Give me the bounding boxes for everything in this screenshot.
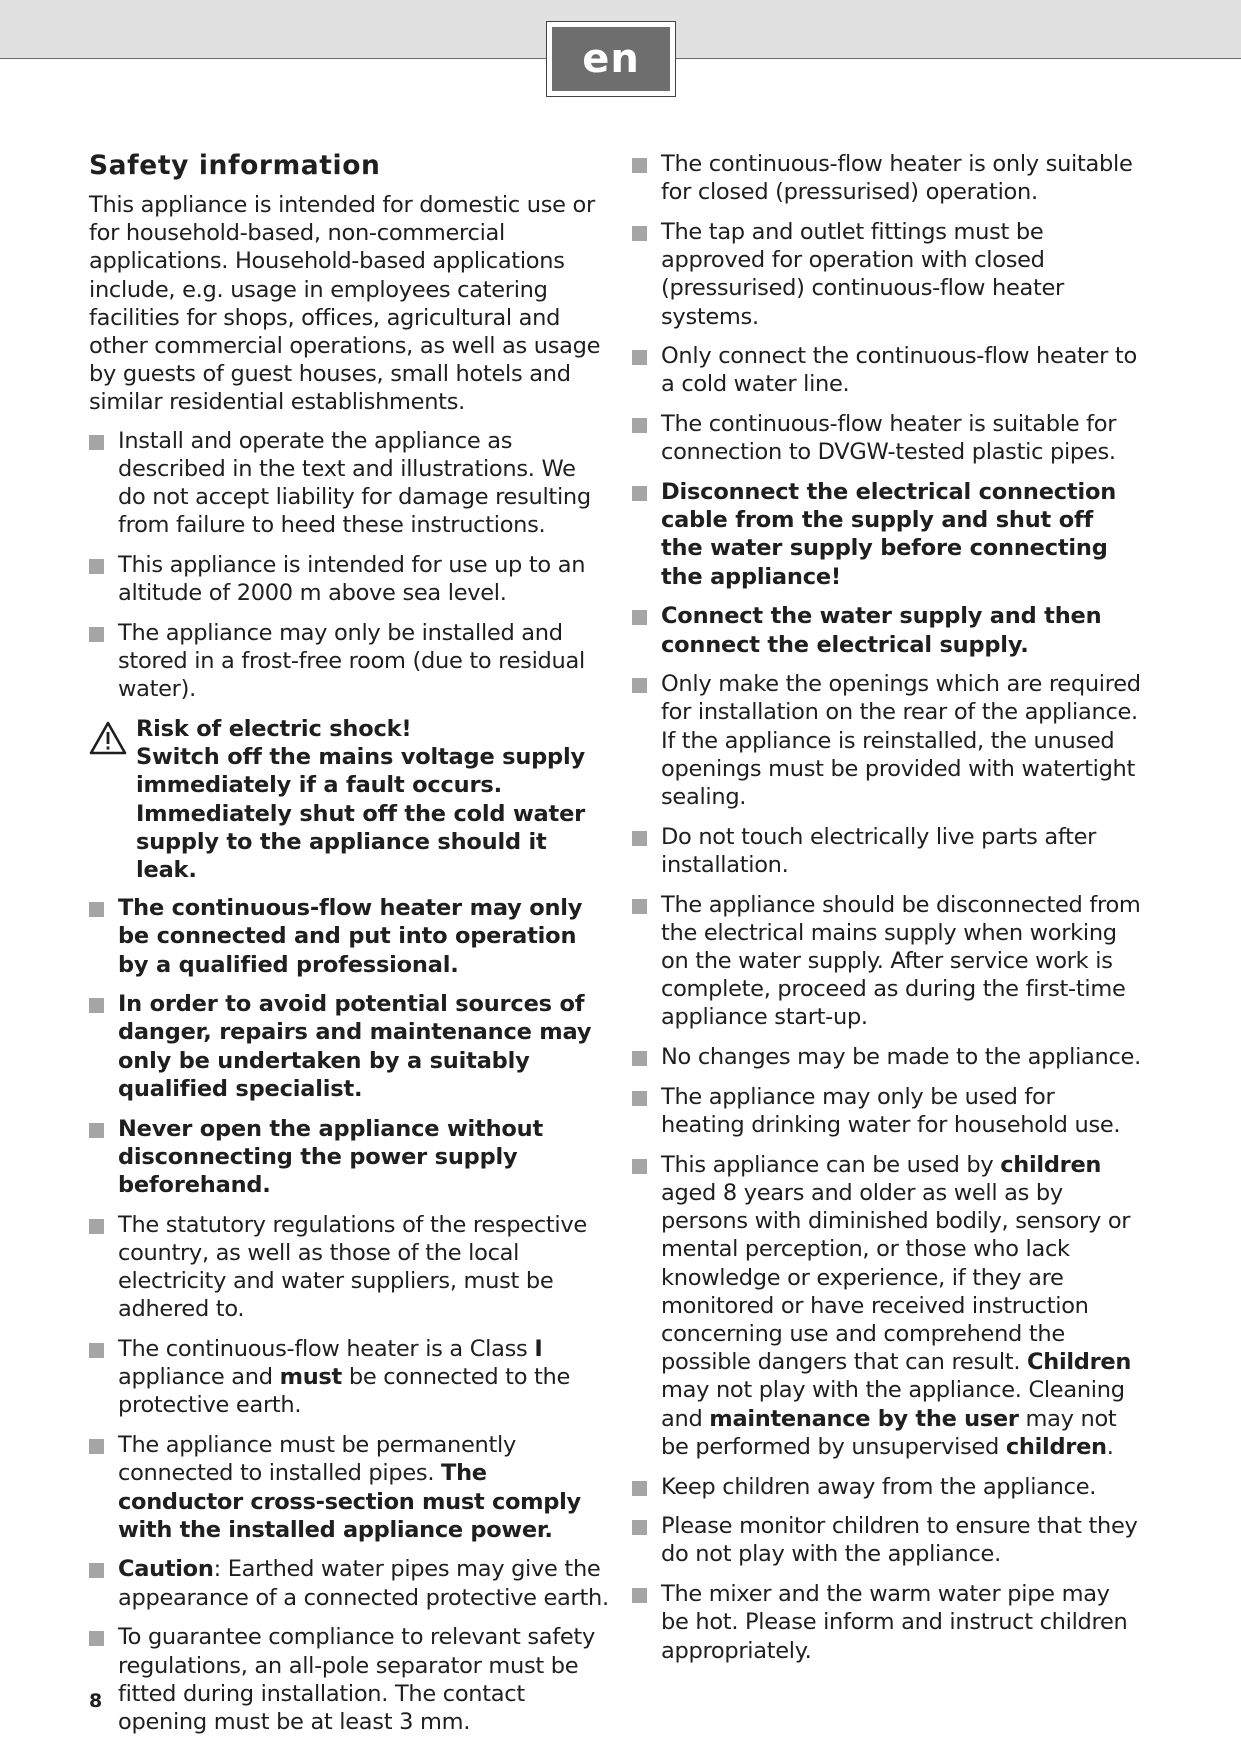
square-bullet-icon — [632, 1159, 647, 1174]
square-bullet-icon — [632, 158, 647, 173]
list-item: Only connect the continuous-flow heater to a cold water line. — [632, 342, 1142, 398]
list-item: The continuous-flow heater is a Class I appliance and must be connected to the protective earth. — [89, 1335, 609, 1420]
warning-text: Switch off the mains voltage supply immediately if a fault occurs. Immediately shut off the cold water supply to the appliance should it leak. — [136, 744, 586, 883]
language-badge-frame — [546, 21, 676, 97]
square-bullet-icon — [632, 678, 647, 693]
square-bullet-icon — [89, 1439, 104, 1454]
square-bullet-icon — [89, 1219, 104, 1234]
list-item: Install and operate the appliance as described in the text and illustrations. We do not accept liability for damage resulting from failure to heed these instructions. — [89, 427, 609, 540]
intro-paragraph: This appliance is intended for domestic use or for household-based, non-commercial applications. Household-based applications include, e.g. usage in employees catering facilities for shops, offices, agricultural and other commercial operations, as well as usage by guests of guest houses, small hotels and similar residential establishments. — [89, 192, 601, 416]
list-item: The appliance should be disconnected from the electrical mains supply when working on the water supply. After service work is complete, proceed as during the first-time appliance start-up. — [632, 891, 1142, 1032]
square-bullet-icon — [632, 1588, 647, 1603]
list-item: Keep children away from the appliance. — [632, 1473, 1142, 1501]
warning-block — [89, 715, 609, 884]
list-item: The continuous-flow heater is suitable for connection to DVGW-tested plastic pipes. — [632, 410, 1142, 466]
square-bullet-icon — [632, 610, 647, 625]
square-bullet-icon — [632, 899, 647, 914]
left-column — [89, 150, 609, 1748]
page-number: 8 — [89, 1690, 103, 1712]
list-item: To guarantee compliance to relevant safety regulations, an all-pole separator must be fitted during installation. The contact opening must be at least 3 mm. — [89, 1623, 609, 1736]
square-bullet-icon — [89, 1123, 104, 1138]
square-bullet-icon — [632, 1051, 647, 1066]
list-item: Do not touch electrically live parts after installation. — [632, 823, 1142, 879]
list-item: The appliance must be permanently connected to installed pipes. The conductor cross-section must comply with the installed appliance power. — [89, 1431, 609, 1544]
section-title: Safety information — [89, 150, 381, 181]
square-bullet-icon — [89, 902, 104, 917]
list-item: Disconnect the electrical connection cable from the supply and shut off the water supply before connecting the appliance! — [632, 478, 1142, 591]
language-badge: en — [552, 27, 670, 91]
bullet-list — [632, 150, 1142, 1665]
right-column — [632, 150, 1142, 1676]
square-bullet-icon — [632, 831, 647, 846]
square-bullet-icon — [632, 418, 647, 433]
warning-heading: Risk of electric shock! — [136, 715, 412, 742]
square-bullet-icon — [89, 435, 104, 450]
warning-triangle-icon — [89, 721, 127, 755]
square-bullet-icon — [632, 350, 647, 365]
list-item: This appliance can be used by children aged 8 years and older as well as by persons with diminished bodily, sensory or mental perception, or those who lack knowledge or experience, if they are monitored or have received instruction concerning use and comprehend the possible dangers that can result. Children may not play with the appliance. Cleaning and maintenance by the user may not be performed by unsupervised children. — [632, 1151, 1142, 1461]
list-item: Never open the appliance without disconnecting the power supply beforehand. — [89, 1115, 609, 1200]
square-bullet-icon — [632, 226, 647, 241]
square-bullet-icon — [89, 559, 104, 574]
bullet-list — [89, 427, 609, 704]
list-item: This appliance is intended for use up to an altitude of 2000 m above sea level. — [89, 551, 609, 607]
list-item: The tap and outlet fittings must be approved for operation with closed (pressurised) continuous-flow heater systems. — [632, 218, 1142, 331]
square-bullet-icon — [632, 1481, 647, 1496]
list-item: The appliance may only be used for heating drinking water for household use. — [632, 1083, 1142, 1139]
list-item: The mixer and the warm water pipe may be hot. Please inform and instruct children appropriately. — [632, 1580, 1142, 1665]
list-item: The statutory regulations of the respective country, as well as those of the local electricity and water suppliers, must be adhered to. — [89, 1211, 609, 1324]
list-item: In order to avoid potential sources of danger, repairs and maintenance may only be undertaken by a suitably qualified specialist. — [89, 990, 609, 1103]
square-bullet-icon — [89, 1563, 104, 1578]
square-bullet-icon — [632, 1091, 647, 1106]
square-bullet-icon — [89, 1631, 104, 1646]
square-bullet-icon — [89, 1343, 104, 1358]
list-item: Only make the openings which are required for installation on the rear of the appliance. If the appliance is reinstalled, the unused openings must be provided with watertight sealing. — [632, 670, 1142, 811]
bullet-list — [89, 894, 609, 1736]
list-item: The appliance may only be installed and stored in a frost-free room (due to residual water). — [89, 619, 609, 704]
list-item: The continuous-flow heater is only suitable for closed (pressurised) operation. — [632, 150, 1142, 206]
square-bullet-icon — [632, 1520, 647, 1535]
list-item: Caution: Earthed water pipes may give the appearance of a connected protective earth. — [89, 1555, 609, 1611]
list-item: The continuous-flow heater may only be connected and put into operation by a qualified professional. — [89, 894, 609, 979]
square-bullet-icon — [632, 486, 647, 501]
square-bullet-icon — [89, 998, 104, 1013]
list-item: Connect the water supply and then connect the electrical supply. — [632, 602, 1142, 658]
list-item: No changes may be made to the appliance. — [632, 1043, 1142, 1071]
list-item: Please monitor children to ensure that they do not play with the appliance. — [632, 1512, 1142, 1568]
square-bullet-icon — [89, 627, 104, 642]
